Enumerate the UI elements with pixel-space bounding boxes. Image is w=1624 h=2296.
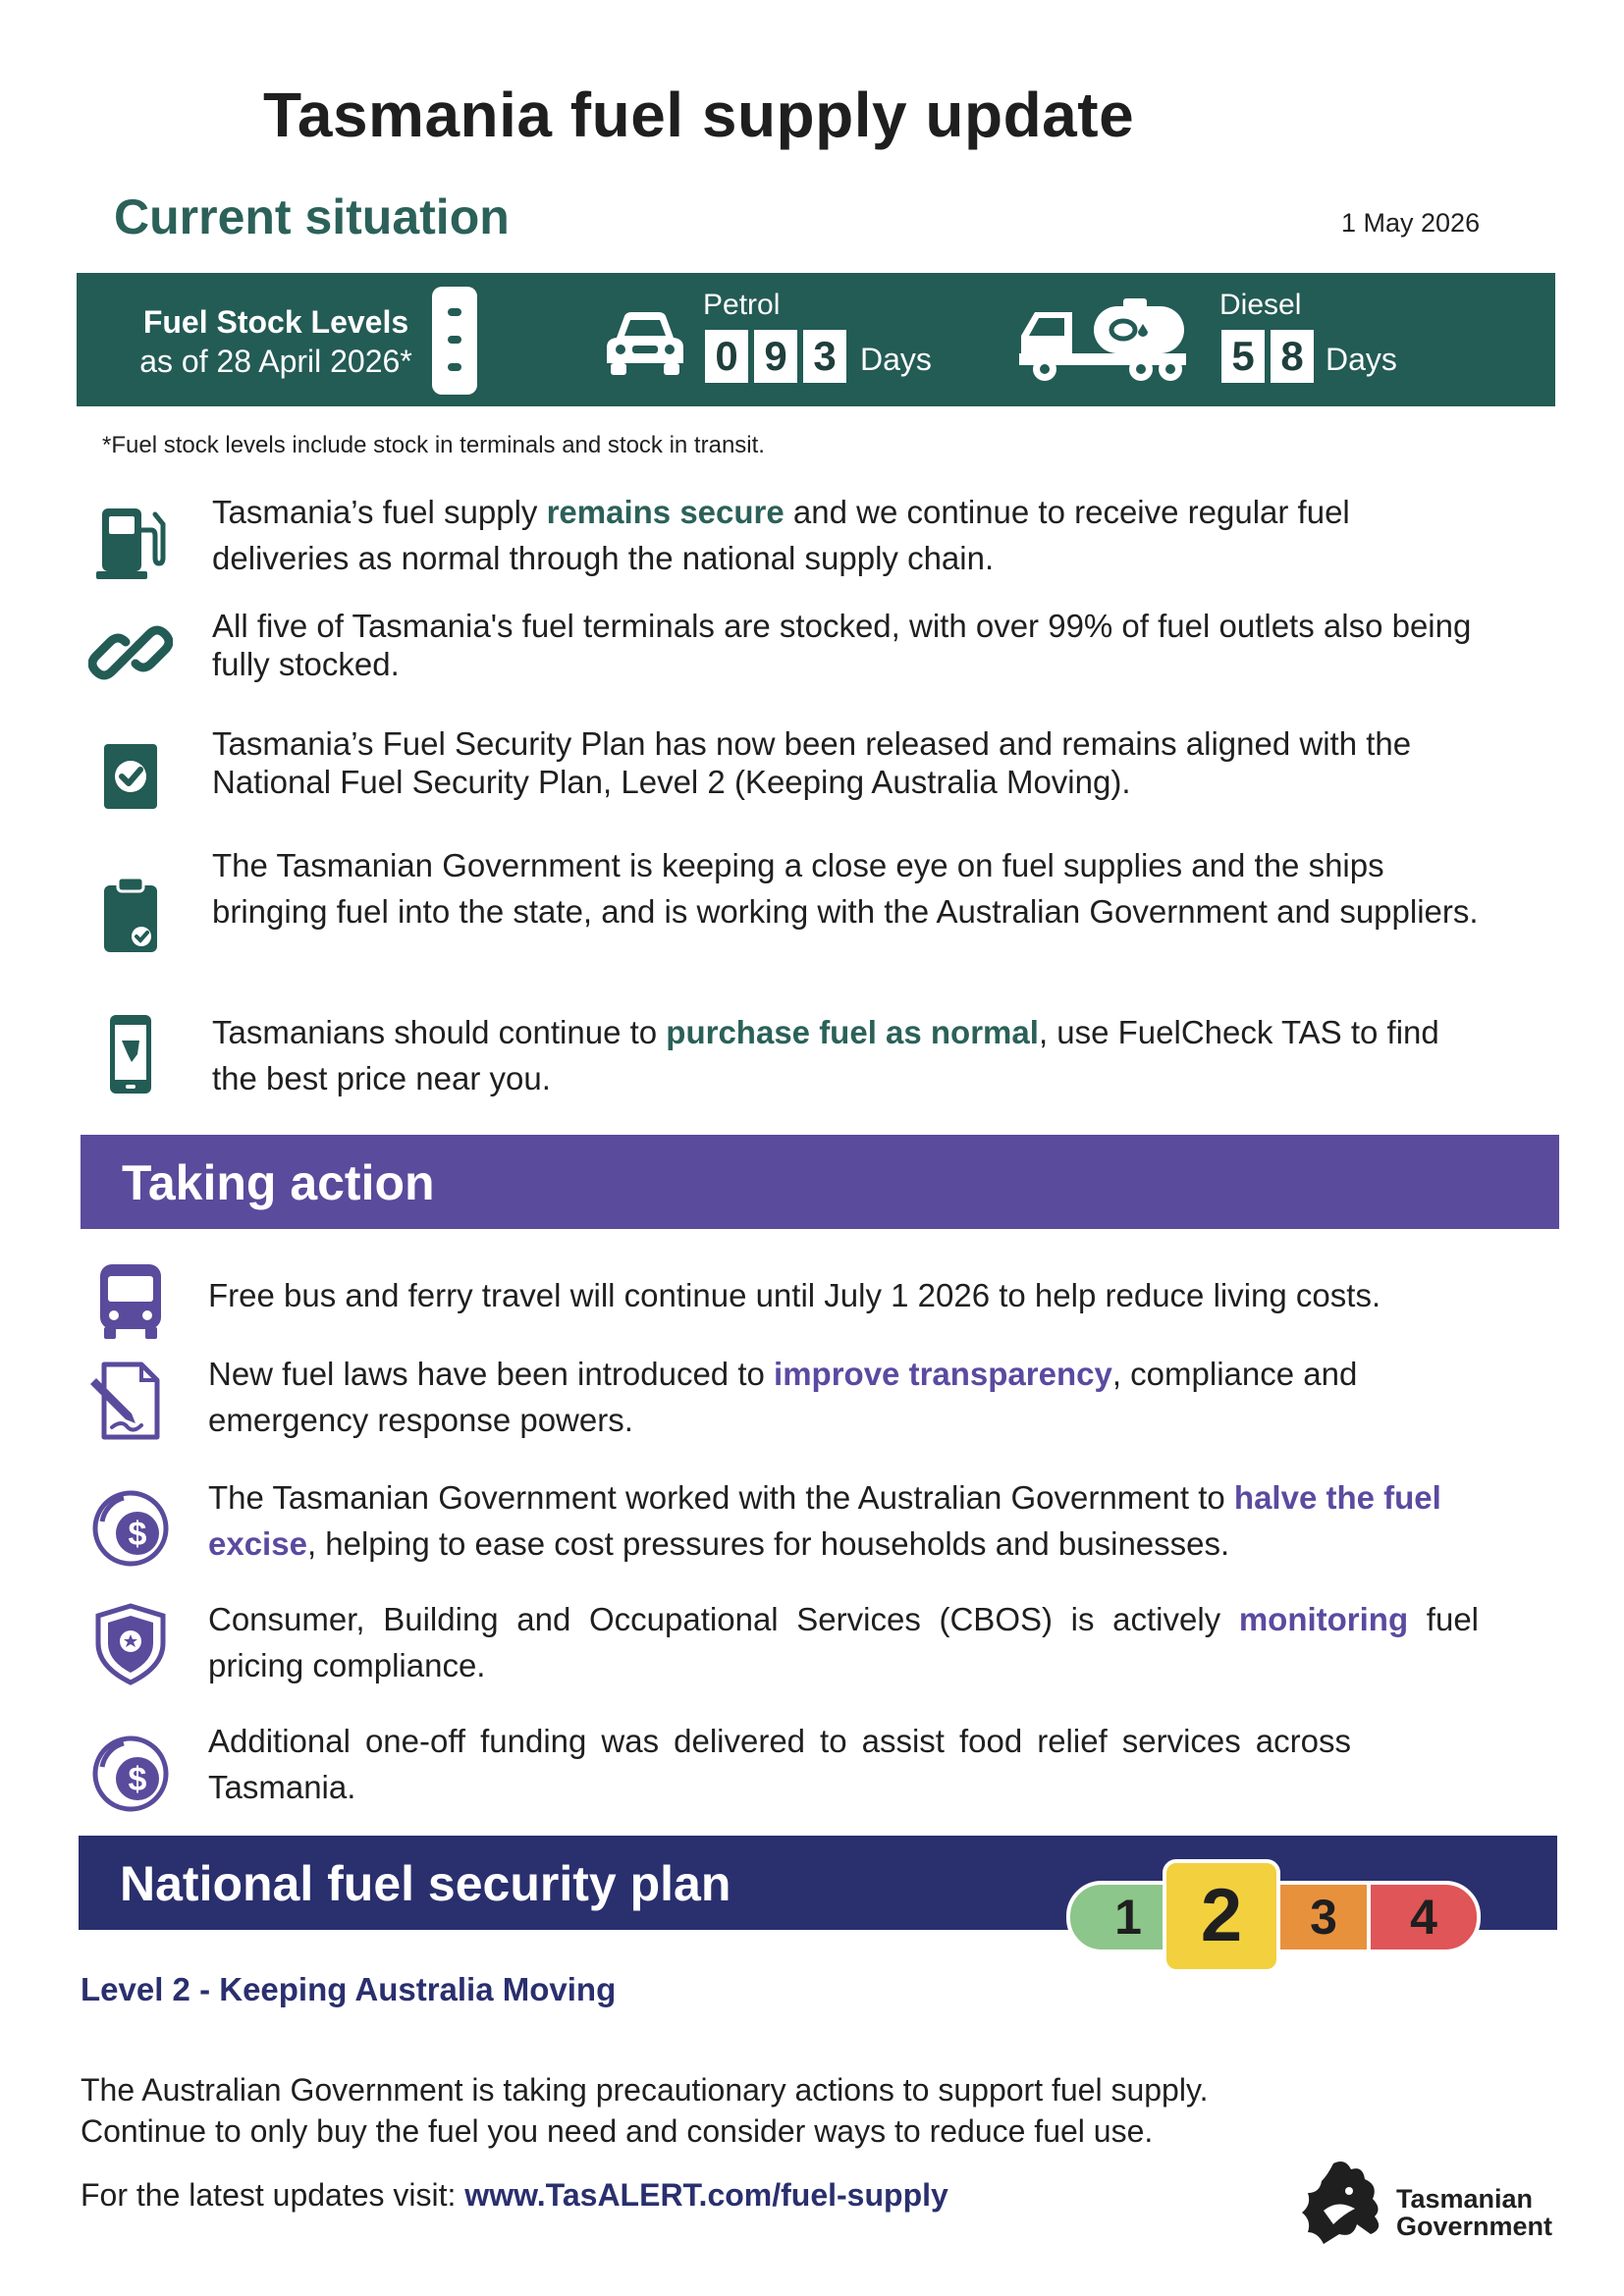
document-pen-icon	[88, 1359, 173, 1443]
petrol-days-counter	[705, 330, 846, 383]
level-2-pill-current: 2	[1163, 1859, 1280, 1973]
action-text: New fuel laws have been introduced to improve transparency, compliance and emergency response powers.	[208, 1356, 1358, 1438]
fuel-stock-banner	[77, 273, 1555, 406]
status-text: All five of Tasmania's fuel terminals are stocked, with over 99% of fuel outlets also being fully stocked.	[212, 608, 1472, 682]
checkbox-icon	[88, 734, 173, 819]
taking-action-banner	[81, 1135, 1559, 1229]
status-text: Tasmania’s fuel supply remains secure and we continue to receive regular fuel deliveries as normal through the national supply chain.	[212, 494, 1350, 576]
updates-line	[81, 2177, 948, 2214]
svg-text:$: $	[128, 1761, 147, 1798]
section-heading-national: National fuel security plan	[120, 1856, 731, 1911]
shield-badge-icon	[88, 1602, 173, 1686]
fuel-pump-icon	[88, 501, 173, 585]
diesel-digit: 5	[1221, 330, 1265, 383]
chain-link-icon	[88, 611, 173, 695]
level-4-pill: 4	[1367, 1881, 1481, 1953]
mobile-phone-icon	[88, 1013, 173, 1097]
bus-icon	[88, 1258, 173, 1343]
petrol-digit: 3	[803, 330, 846, 383]
action-text: The Tasmanian Government worked with the Australian Government to halve the fuel excise, helping to ease cost pressures for households and businesses.	[208, 1479, 1441, 1562]
current-level-heading: Level 2 - Keeping Australia Moving	[81, 1971, 617, 2007]
car-icon	[603, 308, 687, 377]
fuel-tanker-icon	[1015, 296, 1192, 385]
level-3-pill: 3	[1269, 1881, 1379, 1953]
dollar-coin-icon	[88, 1732, 173, 1816]
section-heading-action: Taking action	[122, 1155, 435, 1210]
level-description: The Australian Government is taking precautionary actions to support fuel supply. Continue to only buy the fuel you need and consider ways to reduce fuel use.	[81, 2072, 1209, 2149]
tasmanian-government-logo	[1294, 2156, 1557, 2254]
fuel-stock-label: Fuel Stock Levels	[142, 304, 409, 340]
fuel-gauge-icon	[432, 287, 477, 395]
fuel-stock-date: as of 28 April 2026*	[139, 344, 412, 379]
tasalert-link[interactable]: www.TasALERT.com/fuel-supply	[464, 2177, 948, 2213]
petrol-label: Petrol	[703, 289, 781, 321]
diesel-label: Diesel	[1219, 289, 1302, 321]
petrol-digit: 0	[705, 330, 748, 383]
update-date: 1 May 2026	[1341, 208, 1481, 238]
dollar-coin-icon	[88, 1486, 173, 1571]
updates-label: For the latest updates visit:	[81, 2177, 465, 2213]
status-text: Tasmania’s Fuel Security Plan has now been released and remains aligned with the National Fuel Security Plan, Level 2 (Keeping Australia Moving).	[212, 725, 1412, 800]
diesel-days-counter	[1221, 330, 1314, 383]
fuel-stock-title	[134, 302, 418, 381]
section-heading-current: Current situation	[114, 189, 510, 244]
status-text: Tasmanians should continue to purchase fuel as normal, use FuelCheck TAS to find the best price near you.	[212, 1014, 1439, 1096]
petrol-digit: 9	[754, 330, 797, 383]
svg-text:$: $	[128, 1516, 147, 1553]
diesel-digit: 8	[1271, 330, 1314, 383]
action-text: Consumer, Building and Occupational Services (CBOS) is actively monitoring fuel pricing compliance.	[208, 1601, 1480, 1683]
action-text: Additional one-off funding was delivered to assist food relief services across Tasmania.	[208, 1723, 1351, 1805]
diesel-days-unit: Days	[1326, 342, 1397, 377]
petrol-days-unit: Days	[860, 342, 932, 377]
tasmanian-devil-emblem-icon	[1294, 2156, 1392, 2254]
fuel-security-level-indicator	[1066, 1859, 1483, 1977]
stock-footnote: *Fuel stock levels include stock in terminals and stock in transit.	[102, 432, 765, 458]
action-text: Free bus and ferry travel will continue until July 1 2026 to help reduce living costs.	[208, 1277, 1381, 1313]
clipboard-check-icon	[88, 874, 173, 958]
page-title: Tasmania fuel supply update	[263, 80, 1135, 150]
status-text: The Tasmanian Government is keeping a close eye on fuel supplies and the ships bringing fuel into the state, and is working with the Australian Government and suppliers.	[212, 847, 1479, 930]
level-1-pill: 1	[1066, 1881, 1190, 1953]
logo-text: Tasmanian Government	[1396, 2184, 1553, 2241]
